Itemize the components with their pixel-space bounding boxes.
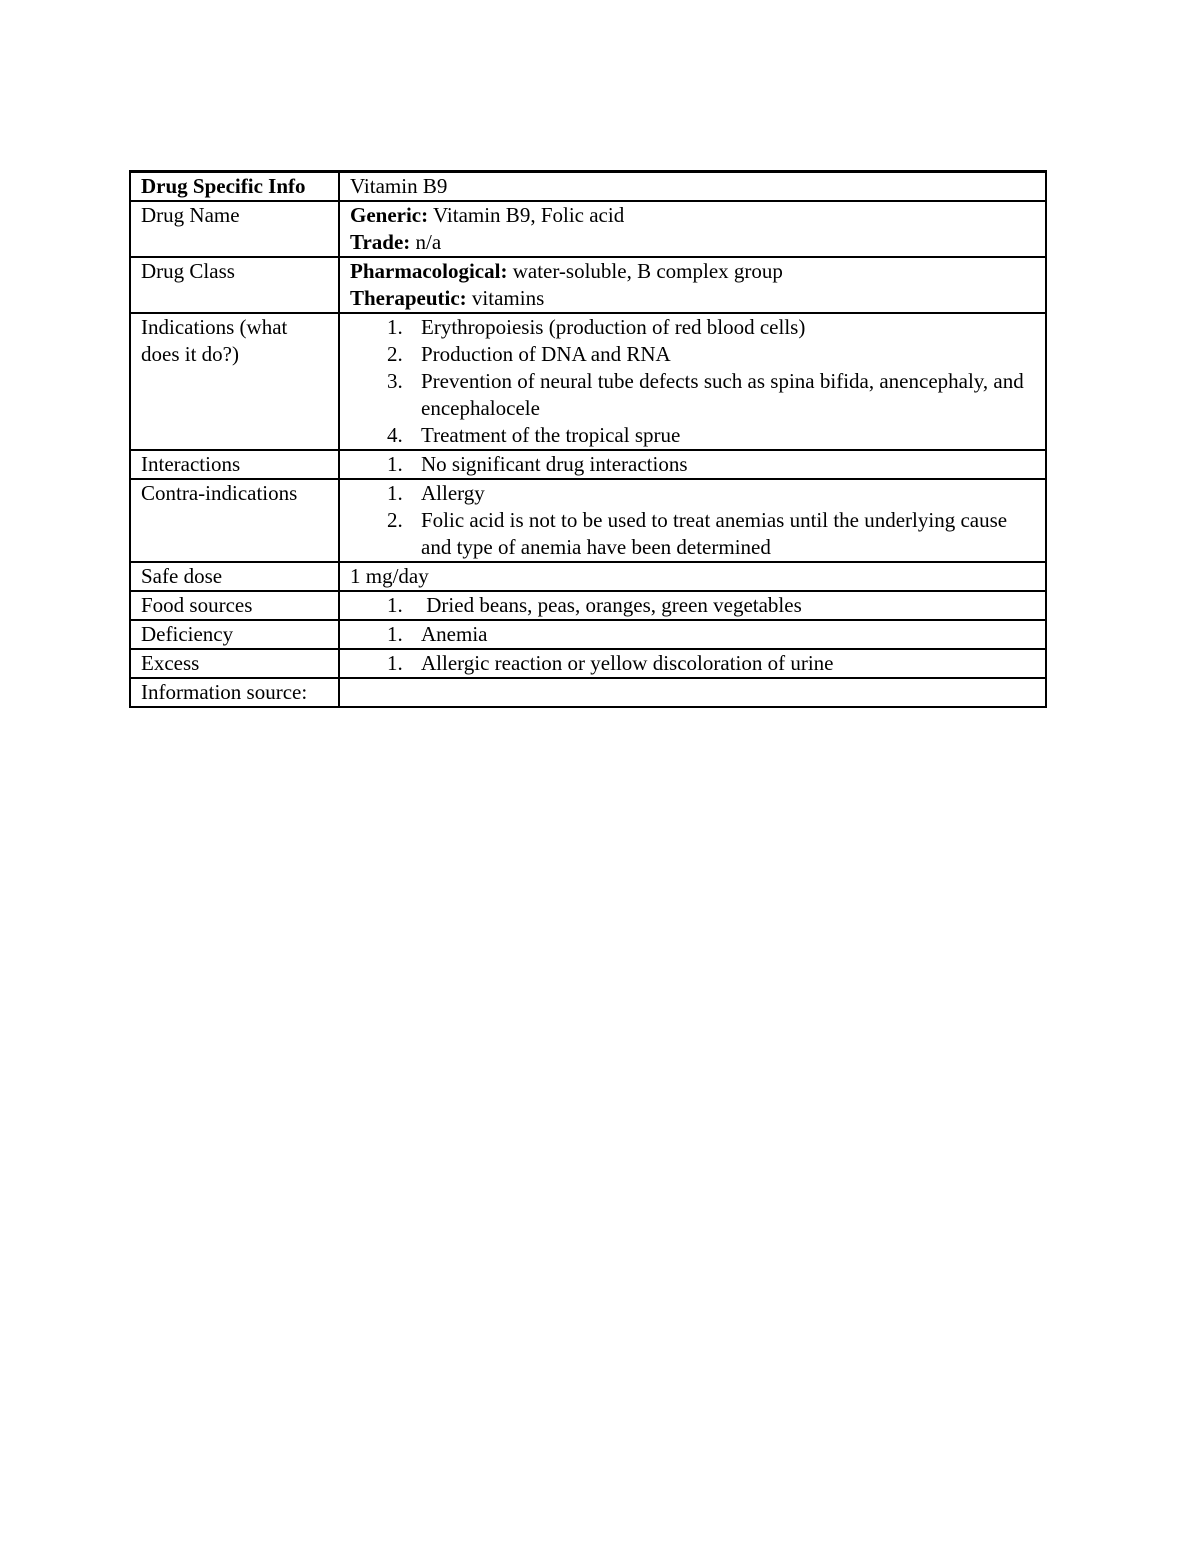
list-item-number: 3. — [387, 369, 403, 393]
list-item — [350, 507, 1036, 561]
contra-indications-list — [350, 480, 1036, 561]
pharmacological-value: water-soluble, B complex group — [507, 259, 783, 283]
food-sources-list — [350, 592, 1036, 619]
drug-info-table — [129, 170, 1047, 708]
indications-label: Indications (what does it do?) — [130, 313, 339, 450]
list-item-number: 1. — [387, 315, 403, 339]
excess-list — [350, 650, 1036, 677]
pharmacological-line — [350, 258, 1036, 285]
list-item-text: Dried beans, peas, oranges, green vegetables — [421, 593, 802, 617]
trade-label: Trade: — [350, 230, 411, 254]
list-item-text: Production of DNA and RNA — [421, 342, 671, 366]
table-row-interactions — [130, 450, 1046, 479]
header-value: Vitamin B9 — [339, 172, 1046, 202]
list-item-text: Anemia — [421, 622, 488, 646]
list-item-number: 1. — [387, 481, 403, 505]
list-item-number: 1. — [387, 651, 403, 675]
list-item-text: Erythropoiesis (production of red blood cells) — [421, 315, 806, 339]
list-item-number: 4. — [387, 423, 403, 447]
list-item-text: Allergy — [421, 481, 485, 505]
trade-value: n/a — [410, 230, 442, 254]
safe-dose-label: Safe dose — [130, 562, 339, 591]
list-item-text: No significant drug interactions — [421, 452, 688, 476]
therapeutic-line — [350, 285, 1036, 312]
list-item-number: 1. — [387, 452, 403, 476]
table-row-indications — [130, 313, 1046, 450]
table-row-safe-dose — [130, 562, 1046, 591]
information-source-label: Information source: — [130, 678, 339, 707]
excess-label: Excess — [130, 649, 339, 678]
table-row-food-sources — [130, 591, 1046, 620]
list-item-text: Folic acid is not to be used to treat anemias until the underlying cause and type of anemia have been determined — [421, 508, 1008, 559]
list-item-text: Allergic reaction or yellow discoloration of urine — [421, 651, 834, 675]
drug-name-value — [339, 201, 1046, 257]
table-row-information-source — [130, 678, 1046, 707]
safe-dose-value: 1 mg/day — [339, 562, 1046, 591]
excess-value — [339, 649, 1046, 678]
list-item-number: 1. — [387, 622, 403, 646]
list-item — [350, 480, 1036, 507]
interactions-list — [350, 451, 1036, 478]
list-item-text: Prevention of neural tube defects such as spina bifida, anencephaly, and encephalocele — [421, 369, 1024, 420]
generic-label: Generic: — [350, 203, 429, 227]
list-item — [350, 422, 1036, 449]
drug-class-label: Drug Class — [130, 257, 339, 313]
indications-value — [339, 313, 1046, 450]
list-item — [350, 451, 1036, 478]
deficiency-label: Deficiency — [130, 620, 339, 649]
food-sources-label: Food sources — [130, 591, 339, 620]
table-row-contra-indications — [130, 479, 1046, 562]
list-item-number: 2. — [387, 342, 403, 366]
list-item — [350, 650, 1036, 677]
interactions-value — [339, 450, 1046, 479]
table-row-drug-class — [130, 257, 1046, 313]
contra-indications-label: Contra-indications — [130, 479, 339, 562]
generic-value: Vitamin B9, Folic acid — [428, 203, 625, 227]
list-item-text: Treatment of the tropical sprue — [421, 423, 681, 447]
list-item-number: 2. — [387, 508, 403, 532]
drug-class-value — [339, 257, 1046, 313]
generic-line — [350, 202, 1036, 229]
table-row-excess — [130, 649, 1046, 678]
table-row-drug-name — [130, 201, 1046, 257]
trade-line — [350, 229, 1036, 256]
deficiency-value — [339, 620, 1046, 649]
information-source-value — [339, 678, 1046, 707]
deficiency-list — [350, 621, 1036, 648]
contra-indications-value — [339, 479, 1046, 562]
interactions-label: Interactions — [130, 450, 339, 479]
drug-name-label: Drug Name — [130, 201, 339, 257]
food-sources-value — [339, 591, 1046, 620]
list-item — [350, 592, 1036, 619]
pharmacological-label: Pharmacological: — [350, 259, 508, 283]
list-item — [350, 314, 1036, 341]
therapeutic-label: Therapeutic: — [350, 286, 467, 310]
list-item-number: 1. — [387, 593, 403, 617]
indications-list — [350, 314, 1036, 449]
therapeutic-value: vitamins — [466, 286, 545, 310]
table-row-deficiency — [130, 620, 1046, 649]
list-item — [350, 621, 1036, 648]
table-row-header — [130, 172, 1046, 202]
list-item — [350, 341, 1036, 368]
list-item — [350, 368, 1036, 422]
header-label: Drug Specific Info — [130, 172, 339, 202]
